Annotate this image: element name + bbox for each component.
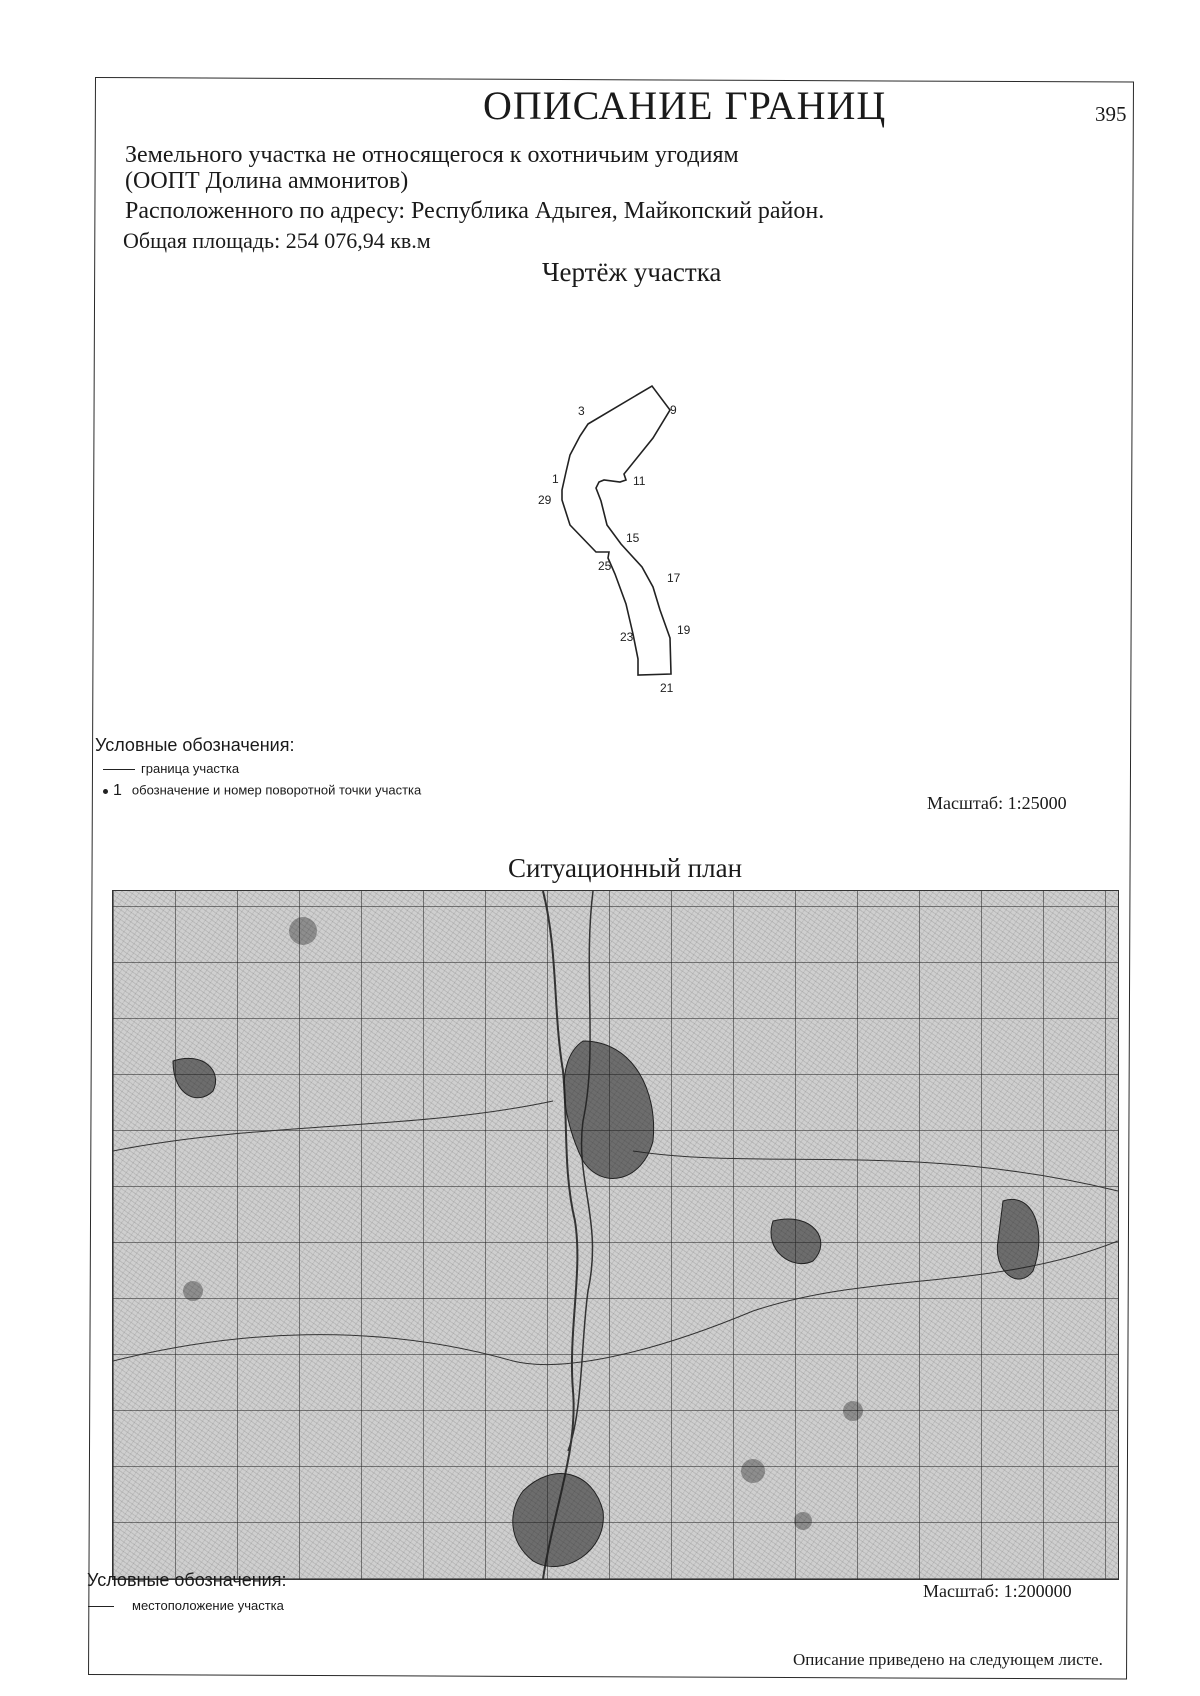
legend-point-number: 1 xyxy=(113,782,122,799)
boundary-line-symbol xyxy=(103,769,135,770)
point-label: 15 xyxy=(626,531,640,545)
map-legend-heading: Условные обозначения: xyxy=(87,1570,287,1590)
document-title: ОПИСАНИЕ ГРАНИЦ xyxy=(483,83,887,128)
point-dot-symbol xyxy=(103,789,108,794)
point-label: 11 xyxy=(633,474,646,488)
map-legend-location-label: местоположение участка xyxy=(132,1598,284,1613)
settlement xyxy=(513,1474,604,1567)
settlement xyxy=(173,1058,216,1097)
point-label: 25 xyxy=(598,559,612,573)
settlement xyxy=(794,1512,812,1530)
point-label: 19 xyxy=(677,623,691,637)
drawing-title: Чертёж участка xyxy=(542,257,722,287)
road xyxy=(113,1101,553,1151)
road xyxy=(113,1241,1118,1364)
parcel-boundary xyxy=(562,386,671,675)
settlement xyxy=(183,1281,203,1301)
point-label: 23 xyxy=(620,630,634,644)
legend-boundary xyxy=(103,761,239,776)
point-label: 21 xyxy=(660,681,674,695)
legend-point xyxy=(103,782,421,800)
situation-plan-title: Ситуационный план xyxy=(508,853,743,883)
point-label: 3 xyxy=(578,404,585,418)
map-features xyxy=(113,891,1118,1579)
road xyxy=(633,1151,1118,1191)
settlement xyxy=(997,1199,1039,1279)
point-label: 9 xyxy=(670,403,677,417)
legend-point-label: обозначение и номер поворотной точки участка xyxy=(131,782,422,798)
legend-heading: Условные обозначения: xyxy=(95,735,295,755)
point-label: 17 xyxy=(667,571,681,585)
map-scale: Масштаб: 1:200000 xyxy=(923,1581,1072,1601)
drawing-scale: Масштаб: 1:25000 xyxy=(927,793,1067,813)
settlement xyxy=(564,1041,654,1178)
settlement xyxy=(771,1219,821,1264)
footer-note: Описание приведено на следующем листе. xyxy=(793,1650,1103,1669)
legend-boundary-label: граница участка xyxy=(141,761,240,776)
page-number: 395 xyxy=(1095,102,1127,126)
settlement xyxy=(843,1401,863,1421)
settlement xyxy=(289,917,317,945)
settlement xyxy=(741,1459,765,1483)
protected-area-name: (ООПТ Долина аммонитов) xyxy=(125,168,409,194)
point-label: 1 xyxy=(552,472,559,486)
parcel-description-line: Земельного участка не относящегося к охотничьим угодиям xyxy=(125,142,739,168)
situation-map xyxy=(112,890,1119,1580)
map-legend-location xyxy=(88,1598,284,1613)
parcel-area: Общая площадь: 254 076,94 кв.м xyxy=(123,228,431,253)
point-label: 29 xyxy=(538,493,552,507)
location-line-symbol xyxy=(88,1606,114,1607)
parcel-drawing xyxy=(500,370,720,700)
parcel-address: Расположенного по адресу: Республика Адыгея, Майкопский район. xyxy=(125,198,825,224)
